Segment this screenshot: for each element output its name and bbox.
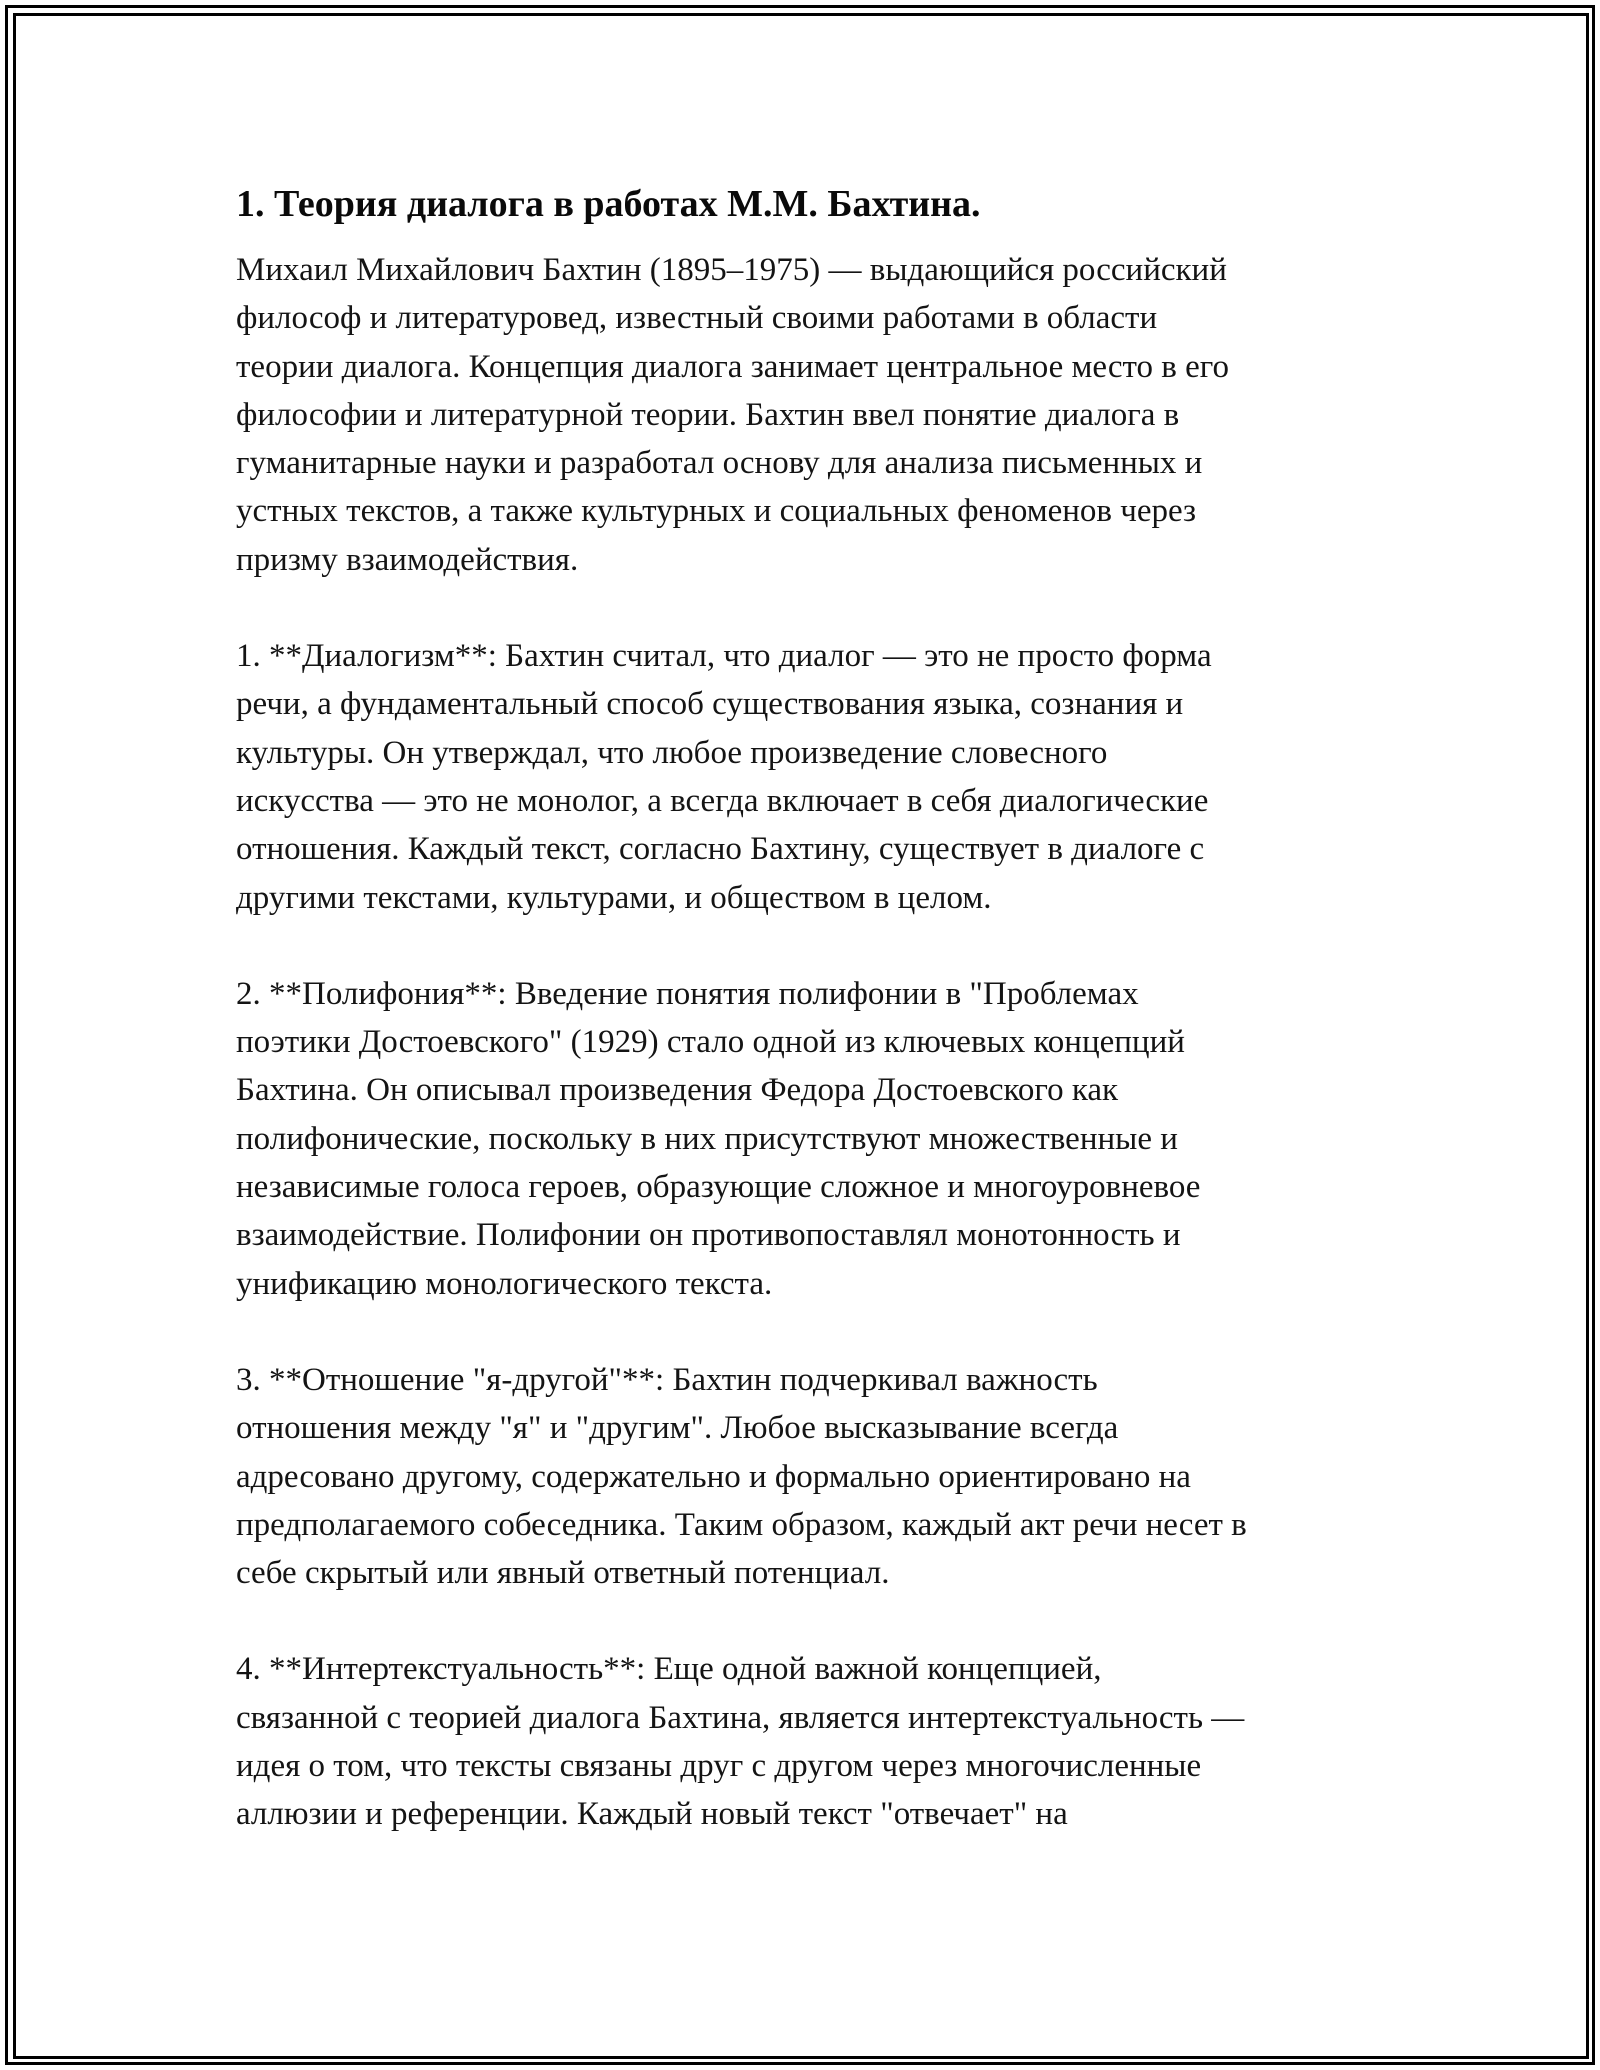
- text-line: 3. **Отношение "я-другой"**: Бахтин подчеркивал важность: [236, 1361, 1098, 1398]
- text-line: адресовано другому, содержательно и формально ориентировано на: [236, 1458, 1191, 1495]
- text-line: 2. **Полифония**: Введение понятия полифонии в "Проблемах: [236, 975, 1139, 1012]
- text-line: 4. **Интертекстуальность**: Еще одной важной концепцией,: [236, 1651, 1102, 1688]
- paragraph-polyphony: [236, 970, 1376, 1308]
- paragraph-intertextuality: [236, 1645, 1376, 1838]
- text-line: полифонические, поскольку в них присутствуют множественные и: [236, 1120, 1178, 1157]
- text-line: теории диалога. Концепция диалога занимает центральное место в его: [236, 348, 1229, 385]
- text-line: аллюзии и референции. Каждый новый текст "отвечает" на: [236, 1796, 1068, 1833]
- text-line: идея о том, что тексты связаны друг с другом через многочисленные: [236, 1748, 1202, 1785]
- paragraph-self-other: [236, 1356, 1376, 1597]
- text-line: гуманитарные науки и разработал основу для анализа письменных и: [236, 445, 1203, 482]
- text-line: речи, а фундаментальный способ существования языка, сознания и: [236, 686, 1184, 723]
- text-line: Михаил Михайлович Бахтин (1895–1975) — выдающийся российский: [236, 252, 1227, 288]
- text-line: другими текстами, культурами, и обществом в целом.: [236, 879, 992, 916]
- text-line: устных текстов, а также культурных и социальных феноменов через: [236, 493, 1197, 530]
- text-line: 1. **Диалогизм**: Бахтин считал, что диалог — это не просто форма: [236, 638, 1212, 675]
- document-body: [236, 180, 1376, 1887]
- text-line: поэтики Достоевского" (1929) стало одной из ключевых концепций: [236, 1024, 1185, 1061]
- text-line: связанной с теорией диалога Бахтина, является интертекстуальность —: [236, 1699, 1245, 1736]
- text-line: Бахтина. Он описывал произведения Федора Достоевского как: [236, 1072, 1119, 1109]
- text-line: отношения. Каждый текст, согласно Бахтину, существует в диалоге с: [236, 831, 1205, 868]
- text-line: взаимодействие. Полифонии он противопоставлял монотонность и: [236, 1217, 1181, 1254]
- text-line: искусства — это не монолог, а всегда включает в себя диалогические: [236, 782, 1209, 819]
- text-line: философ и литературовед, известный своими работами в области: [236, 300, 1158, 337]
- text-line: призму взаимодействия.: [236, 541, 579, 578]
- text-line: унификацию монологического текста.: [236, 1265, 773, 1302]
- section-heading: 1. Теория диалога в работах М.М. Бахтина.: [236, 183, 981, 225]
- text-line: независимые голоса героев, образующие сложное и многоуровневое: [236, 1169, 1201, 1206]
- text-line: философии и литературной теории. Бахтин ввел понятие диалога в: [236, 396, 1180, 433]
- text-line: себе скрытый или явный ответный потенциал.: [236, 1555, 890, 1592]
- text-line: культуры. Он утверждал, что любое произведение словесного: [236, 734, 1108, 771]
- paragraph-intro: [236, 246, 1376, 584]
- text-line: отношения между "я" и "другим". Любое высказывание всегда: [236, 1410, 1119, 1447]
- paragraph-dialogism: [236, 632, 1376, 922]
- text-line: предполагаемого собеседника. Таким образом, каждый акт речи несет в: [236, 1506, 1247, 1543]
